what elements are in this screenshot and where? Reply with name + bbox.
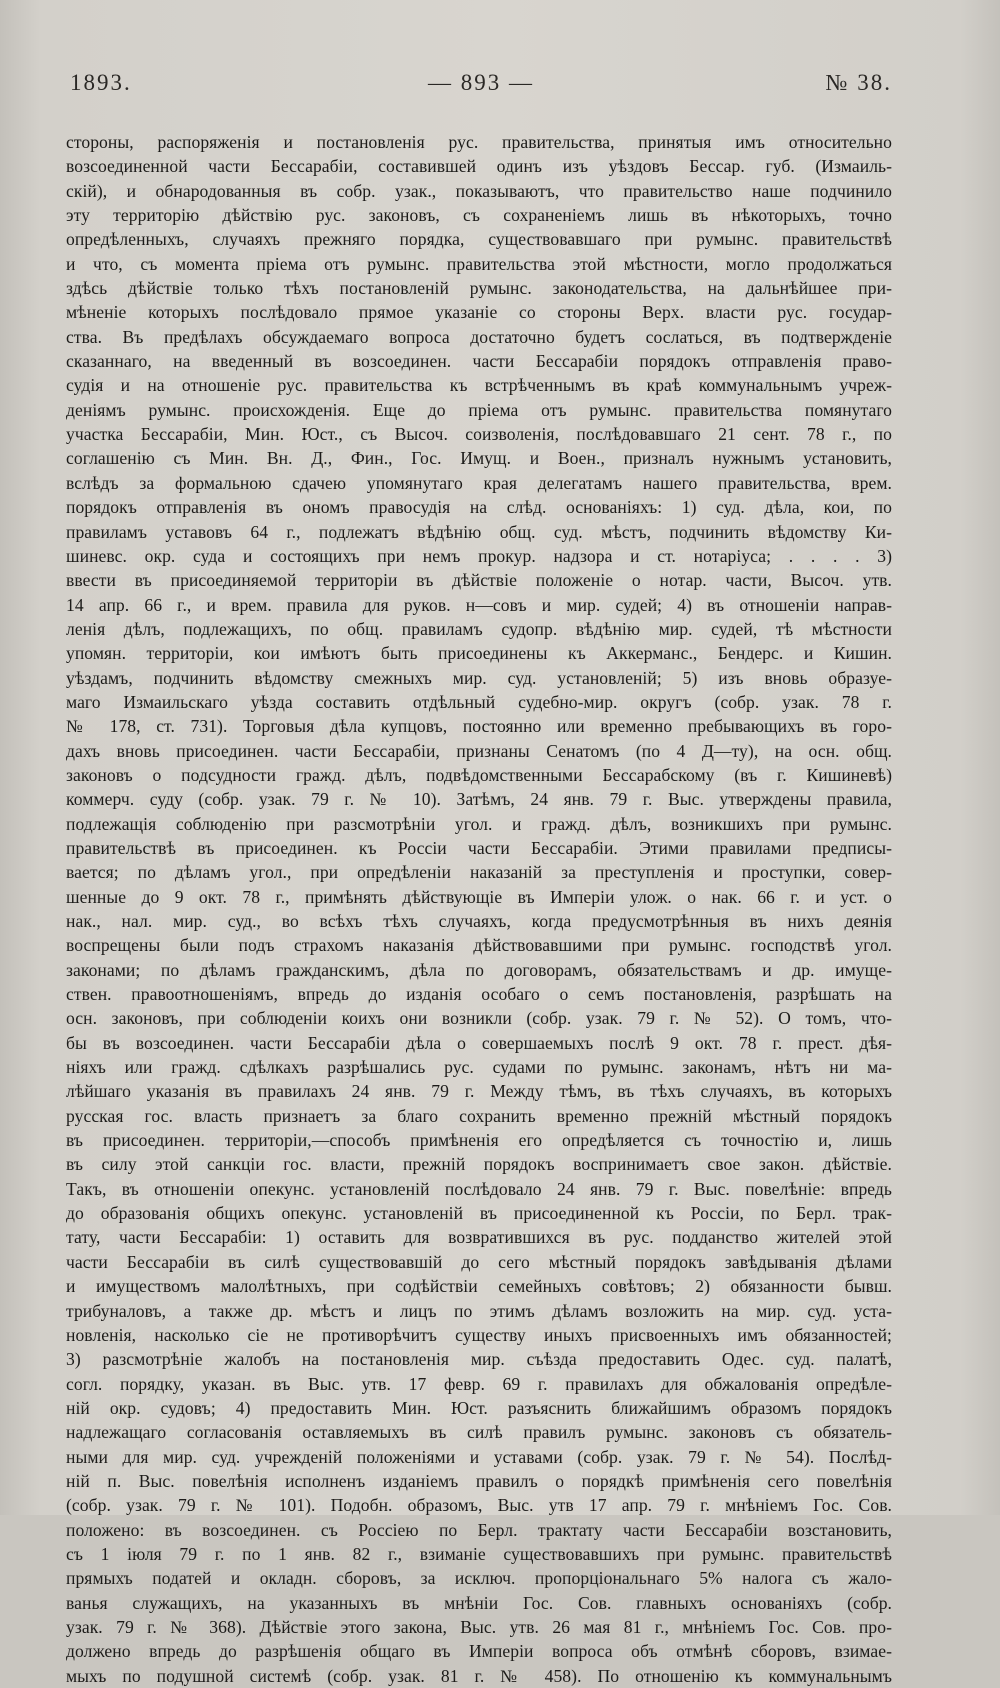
text-line: воспрещены были подъ страхомъ наказанія дѣйствовавшими при румынс. господствѣ угол.	[66, 935, 892, 956]
text-line: ввести въ присоединяемой территоріи въ дѣйствіе положеніе о нотар. части, Высоч. утв.	[66, 570, 892, 591]
text-line: коммерч. суду (собр. узак. 79 г. № 10). Затѣмъ, 24 янв. 79 г. Выс. утверждены правила,	[66, 789, 892, 810]
text-line: съ 1 іюля 79 г. по 1 янв. 82 г., взиманіе существовавшихъ при румынс. правительствѣ	[66, 1543, 892, 1564]
text-line: ными для мир. суд. учрежденій положеніями и уставами (собр. узак. 79 г. № 54). Послѣд-	[66, 1446, 892, 1467]
text-line: скій), и обнародованныя въ собр. узак., показываютъ, что правительство наше подчинило	[66, 180, 892, 201]
text-line: бы въ возсоединен. части Бессарабіи дѣла о совершаемыхъ послѣ 9 окт. 78 г. прест. дѣя-	[66, 1032, 892, 1053]
text-line: узак. 79 г. № 368). Дѣйствіе этого закона, Выс. утв. 26 мая 81 г., мнѣніемъ Гос. Сов. про-	[66, 1616, 892, 1637]
text-line: шиневс. окр. суда и состоящихъ при немъ прокур. надзора и ст. нотаріуса; . . . . 3)	[66, 545, 892, 566]
text-line: положено: въ возсоединен. съ Россіею по Берл. трактату части Бессарабіи возстановить,	[66, 1519, 892, 1540]
text-line: трибуналовъ, а также др. мѣстъ и лицъ по этимъ дѣламъ возложить на мир. суд. уста-	[66, 1300, 892, 1321]
header-issue-number: № 38.	[825, 70, 892, 95]
text-line: новленія, насколько сіе не противорѣчитъ существу иныхъ присвоенныхъ имъ обязанностей;	[66, 1324, 892, 1345]
text-line: дахъ вновь присоединен. части Бессарабіи, признаны Сенатомъ (по 4 Д—ту), на осн. общ.	[66, 740, 892, 761]
text-line: вслѣдъ за формальною сдачею упомянутаго края делегатамъ нашего правительства, врем.	[66, 472, 892, 493]
text-line: законами; по дѣламъ гражданскимъ, дѣла по договорамъ, обязательствамъ и др. имуще-	[66, 959, 892, 980]
text-line: вается; по дѣламъ угол., при опредѣленіи наказаній за преступленія и проступки, совер-	[66, 862, 892, 883]
text-line: ніяхъ или гражд. сдѣлкахъ разрѣшались рус. судами по румынс. законамъ, нѣтъ ни ма-	[66, 1057, 892, 1078]
text-line: упомян. территоріи, кои имѣютъ быть присоединены къ Аккерманс., Бендерс. и Кишин.	[66, 643, 892, 664]
text-line: русская гос. власть признаетъ за благо сохранить временно прежній мѣстный порядокъ	[66, 1105, 892, 1126]
body-text	[66, 130, 892, 1688]
text-line: законовъ о подсудности гражд. дѣлъ, подвѣдомственными Бессарабскому (въ г. Кишиневѣ)	[66, 764, 892, 785]
text-line: ствен. правоотношеніямъ, впредь до изданія особаго о семъ постановленія, разрѣшать на	[66, 984, 892, 1005]
text-line: № 178, ст. 731). Торговыя дѣла купцовъ, постоянно или временно пребывающихъ въ горо-	[66, 716, 892, 737]
text-line: судія и на отношеніе рус. правительства къ встрѣченнымъ въ краѣ коммунальнымъ учреж-	[66, 375, 892, 396]
text-line: 14 апр. 66 г., и врем. правила для руков. н—совъ и мир. судей; 4) въ отношеніи направ-	[66, 594, 892, 615]
text-line: въ присоединен. территоріи,—способъ примѣненія его опредѣляется съ точностію и, лишь	[66, 1130, 892, 1151]
text-line: стороны, распоряженія и постановленія рус. правительства, принятыя имъ относительно	[66, 132, 892, 152]
text-line: деніямъ румынс. происхожденія. Еще до пріема отъ румынс. правительства помянутаго	[66, 399, 892, 420]
text-line: мѣненіе которыхъ послѣдовало прямое указаніе со стороны Верх. власти рус. государ-	[66, 302, 892, 323]
text-line: въ силу этой санкціи гос. власти, прежній порядокъ воспринимаетъ свое закон. дѣйствіе.	[66, 1154, 892, 1175]
text-line: ній п. Выс. повелѣнія исполненъ изданіемъ правилъ о порядкѣ примѣненія сего повелѣнія	[66, 1470, 892, 1491]
text-line: прямыхъ податей и окладн. сборовъ, за исключ. пропорціональнаго 5% налога съ жало-	[66, 1568, 892, 1589]
text-line: и имуществомъ малолѣтныхъ, при содѣйствіи семейныхъ совѣтовъ; 2) обязанности бывш.	[66, 1276, 892, 1297]
text-line: (собр. узак. 79 г. № 101). Подобн. образомъ, Выс. утв 17 апр. 79 г. мнѣніемъ Гос. Сов.	[66, 1495, 892, 1516]
text-line: эту территорію дѣйствію рус. законовъ, съ сохраненіемъ лишь въ нѣкоторыхъ, точно	[66, 205, 892, 226]
header-year: 1893.	[70, 70, 132, 95]
text-line: маго Измаильскаго уѣзда составить отдѣльный судебно-мир. округъ (собр. узак. 78 г.	[66, 691, 892, 712]
text-line: правиламъ уставовъ 64 г., подлежатъ вѣдѣнію общ. суд. мѣстъ, подчинить вѣдомству Ки-	[66, 521, 892, 542]
text-line: лѣйшаго указанія въ правилахъ 24 янв. 79 г. Между тѣмъ, въ тѣхъ случаяхъ, въ которыхъ	[66, 1081, 892, 1102]
text-line: правительствѣ въ присоединен. къ Россіи части Бессарабіи. Этими правилами предписы-	[66, 837, 892, 858]
page-header	[70, 70, 892, 110]
header-page-number: — 893 —	[428, 70, 534, 95]
text-line: тату, части Бессарабіи: 1) оставить для возвратившихся въ рус. подданство жителей этой	[66, 1227, 892, 1248]
text-line: надлежащаго согласованія оставляемыхъ въ силѣ правилъ румынс. законовъ съ обязатель-	[66, 1422, 892, 1443]
text-line: уѣздамъ, подчинить вѣдомству смежныхъ мир. суд. установленій; 5) изъ вновь образуе-	[66, 667, 892, 688]
text-line: до образованія общихъ опекунс. установленій въ присоединенной къ Россіи, по Берл. трак-	[66, 1203, 892, 1224]
text-line: должено впредь до разрѣшенія общаго въ Имперіи вопроса объ отмѣнѣ сборовъ, взимае-	[66, 1641, 892, 1662]
text-line: ній окр. судовъ; 4) предоставить Мин. Юст. разъяснить ближайшимъ образомъ порядокъ	[66, 1397, 892, 1418]
text-line: ванья служащихъ, на указанныхъ въ мнѣніи Гос. Сов. главныхъ основаніяхъ (собр.	[66, 1592, 892, 1613]
text-line: ленія дѣлъ, подлежащихъ, по общ. правиламъ судопр. вѣдѣнію мир. судей, тѣ мѣстности	[66, 618, 892, 639]
text-line: здѣсь дѣйствіе только тѣхъ постановленій румынс. законодательства, на дальнѣйшее при-	[66, 278, 892, 299]
text-line: Такъ, въ отношеніи опекунс. установленій послѣдовало 24 янв. 79 г. Выс. повелѣніе: впредь	[66, 1178, 892, 1199]
text-line: 3) разсмотрѣніе жалобъ на постановленія мир. съѣзда предоставить Одес. суд. палатѣ,	[66, 1349, 892, 1370]
text-line: соглашенію съ Мин. Вн. Д., Фин., Гос. Имущ. и Воен., призналъ нужнымъ установить,	[66, 448, 892, 469]
text-line: и что, съ момента пріема отъ румынс. правительства этой мѣстности, могло продолжаться	[66, 253, 892, 274]
text-line: опредѣленныхъ, случаяхъ прежняго порядка, существовавшаго при румынс. правительствѣ	[66, 229, 892, 250]
text-line: части Бессарабіи въ силѣ существовавшій до сего мѣстный порядокъ завѣдыванія дѣлами	[66, 1251, 892, 1272]
text-line: шенные до 9 окт. 78 г., примѣнять дѣйствующіе въ Имперіи улож. о нак. 66 г. и уст. о	[66, 886, 892, 907]
text-line: сказаннаго, на введенный въ возсоединен. части Бессарабіи порядокъ отправленія право-	[66, 351, 892, 372]
text-line: осн. законовъ, при соблюденіи коихъ они возникли (собр. узак. 79 г. № 52). О томъ, что-	[66, 1008, 892, 1029]
text-line: подлежащія соблюденію при разсмотрѣніи угол. и гражд. дѣлъ, возникшихъ при румынс.	[66, 813, 892, 834]
text-line: нак., нал. мир. суд., во всѣхъ тѣхъ случаяхъ, когда предусмотрѣнныя въ нихъ деянія	[66, 911, 892, 931]
text-line: участка Бессарабіи, Мин. Юст., съ Высоч. соизволенія, послѣдовавшаго 21 сент. 78 г., по	[66, 424, 892, 445]
text-line: мыхъ по подушной системѣ (собр. узак. 81 г. № 458). По отношенію къ коммунальнымъ	[66, 1665, 892, 1686]
text-line: порядокъ отправленія въ ономъ правосудія на слѣд. основаніяхъ: 1) суд. дѣла, кои, по	[66, 497, 892, 518]
text-line: согл. порядку, указан. въ Выс. утв. 17 февр. 69 г. правилахъ для обжалованія опредѣле-	[66, 1373, 892, 1394]
text-line: ства. Въ предѣлахъ обсуждаемаго вопроса достаточно будетъ сослаться, въ подтвержденіе	[66, 326, 892, 347]
text-line: возсоединенной части Бессарабіи, составившей одинъ изъ уѣздовъ Бессар. губ. (Измаиль-	[66, 156, 892, 177]
